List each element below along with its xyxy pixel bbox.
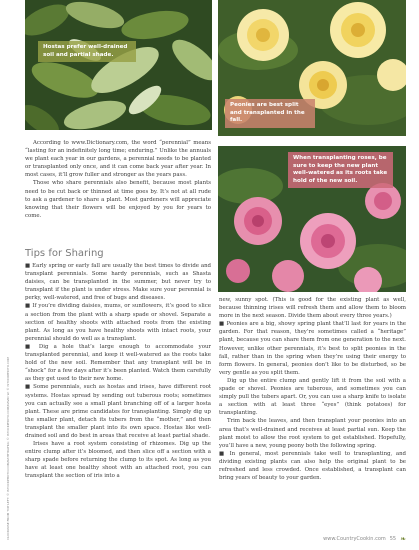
tip-paragraph: ■ If you’re dividing daisies, mums, or sunflowers, it’s good to slice a section from the plant with a sharp spade or shovel. Separate a section of healthy shoots with attached roots from the existing plant. As long as you have healthy shoots with intact roots, your perennial should do well as a transplant.	[25, 303, 211, 342]
tips-left-column	[25, 262, 211, 481]
peonies-caption: Peonies are best split and transplanted in the fall.	[225, 99, 315, 128]
tip-paragraph: Trim back the leaves, and then transplant your peonies into an area that’s well-drained and receives at least partial sun. Keep the plant moist to allow the root system to get established. Hopefully, you’ll have a new, young peony both the following spring.	[219, 418, 406, 449]
hostas-photo	[25, 0, 212, 130]
tip-paragraph: ■ Early spring or early fall are usually the best times to divide and transplant perennials. Some hardy perennials, such as Shasta daisies, can be transplanted in the summer, but never try to transplant if the plant is under stress. Make sure your perennial is perky, well-watered, and free of bugs and diseases.	[25, 263, 211, 302]
tip-paragraph: ■ Dig a hole that’s large enough to accommodate your transplanted perennial, and keep it well-watered as the roots take hold of the new soil. Remember that any transplant will be in “shock” for a few days after it’s been planted. Watch them carefully as they get used to their new home.	[25, 343, 211, 383]
tip-paragraph: Irises have a root system consisting of rhizomes. Dig up the entire clump after it’s bloomed, and then slice off a section with a sharp spade before returning the clump to its spot. As long as you have at least one healthy shoot with an attached root, you can transplant the section of iris into a	[25, 441, 211, 480]
page-footer	[323, 535, 406, 543]
tip-paragraph: ■ Some perennials, such as hostas and irises, have different root systems. Hostas spread by sending out tuberous roots; sometimes you can actually see a small plant branching off of a larger hosta plant. These are prime candidates for transplanting. Simply dig up the smaller plant, detach its tubers from the “mother,” and then transplant the smaller plant into its own space. Hostas like well-drained soil and do best in areas that receive at least partial shade.	[25, 384, 211, 439]
intro-column	[25, 139, 211, 220]
hostas-caption: Hostas prefer well-drained soil and partial shade.	[38, 41, 136, 62]
tip-paragraph: ■ Peonies are a big, showy spring plant that’ll last for years in the garden. For that reason, they’re sometimes called a “heritage” plant, because you can share them from one generation to the next. However, unlike other perennials, it’s best to split peonies in the fall, rather than in the spring when they’re using their energy to form flowers. In general, peonies don’t like to be disturbed, so be very gentle as you split them.	[219, 321, 406, 376]
intro-paragraph: According to www.Dictionary.com, the word “perennial” means “lasting for an indefinitely long time; enduring.” Unlike the annuals we plant each year in our gardens, a perennial needs to be planted or transplanted only once, and it can come back year after year. In most cases, it’ll grow fuller and stronger as the years pass.	[25, 140, 211, 179]
roses-caption: When transplanting roses, be sure to keep the new plant well-watered as its roots take hold of the new soil.	[288, 152, 393, 188]
tip-paragraph: new, sunny spot. (This is good for the existing plant as well, because thinning irises will refresh them and allow them to bloom more in the next season. Divide them about every three years.)	[219, 297, 406, 320]
intro-paragraph: Those who share perennials also benefit, because most plants need to be cut back or thinned at time goes by. It’s not at all rude to ask a gardener to share a plant. Most gardeners will appreciate knowing that their flowers will be enjoyed by you for years to come.	[25, 180, 211, 219]
tips-right-column	[219, 296, 406, 482]
photo-credit-text: CLOCKWISE FROM TOP LEFT: © ISTOCKPHOTO.COM/KATHYKAFKA; © ISTOCKPHOTO.COM/DAVID W; © ISTOCKPHOTO.COM	[6, 357, 10, 540]
tip-paragraph: ■ In general, most perennials take well to transplanting, and dividing existing plants can also help the original plant to be refreshed and less crowded. Once established, a transplant can bring years of beauty to your garden.	[219, 450, 406, 482]
tip-paragraph: Dig up the entire clump and gently lift it from the soil with a spade or shovel. Peonies are tuberous, and sometimes you can simply pull the tubers apart. Or, you can use a sharp knife to isolate a section with at least three “eyes” (think potatoes) for transplanting.	[219, 377, 406, 417]
footer-site: www.CountryCookin.com	[323, 536, 386, 542]
page-number: 55	[389, 536, 397, 542]
leaf-icon: ❧	[400, 535, 406, 543]
photo-credit	[6, 330, 12, 540]
section-title: Tips for Sharing	[25, 248, 104, 259]
